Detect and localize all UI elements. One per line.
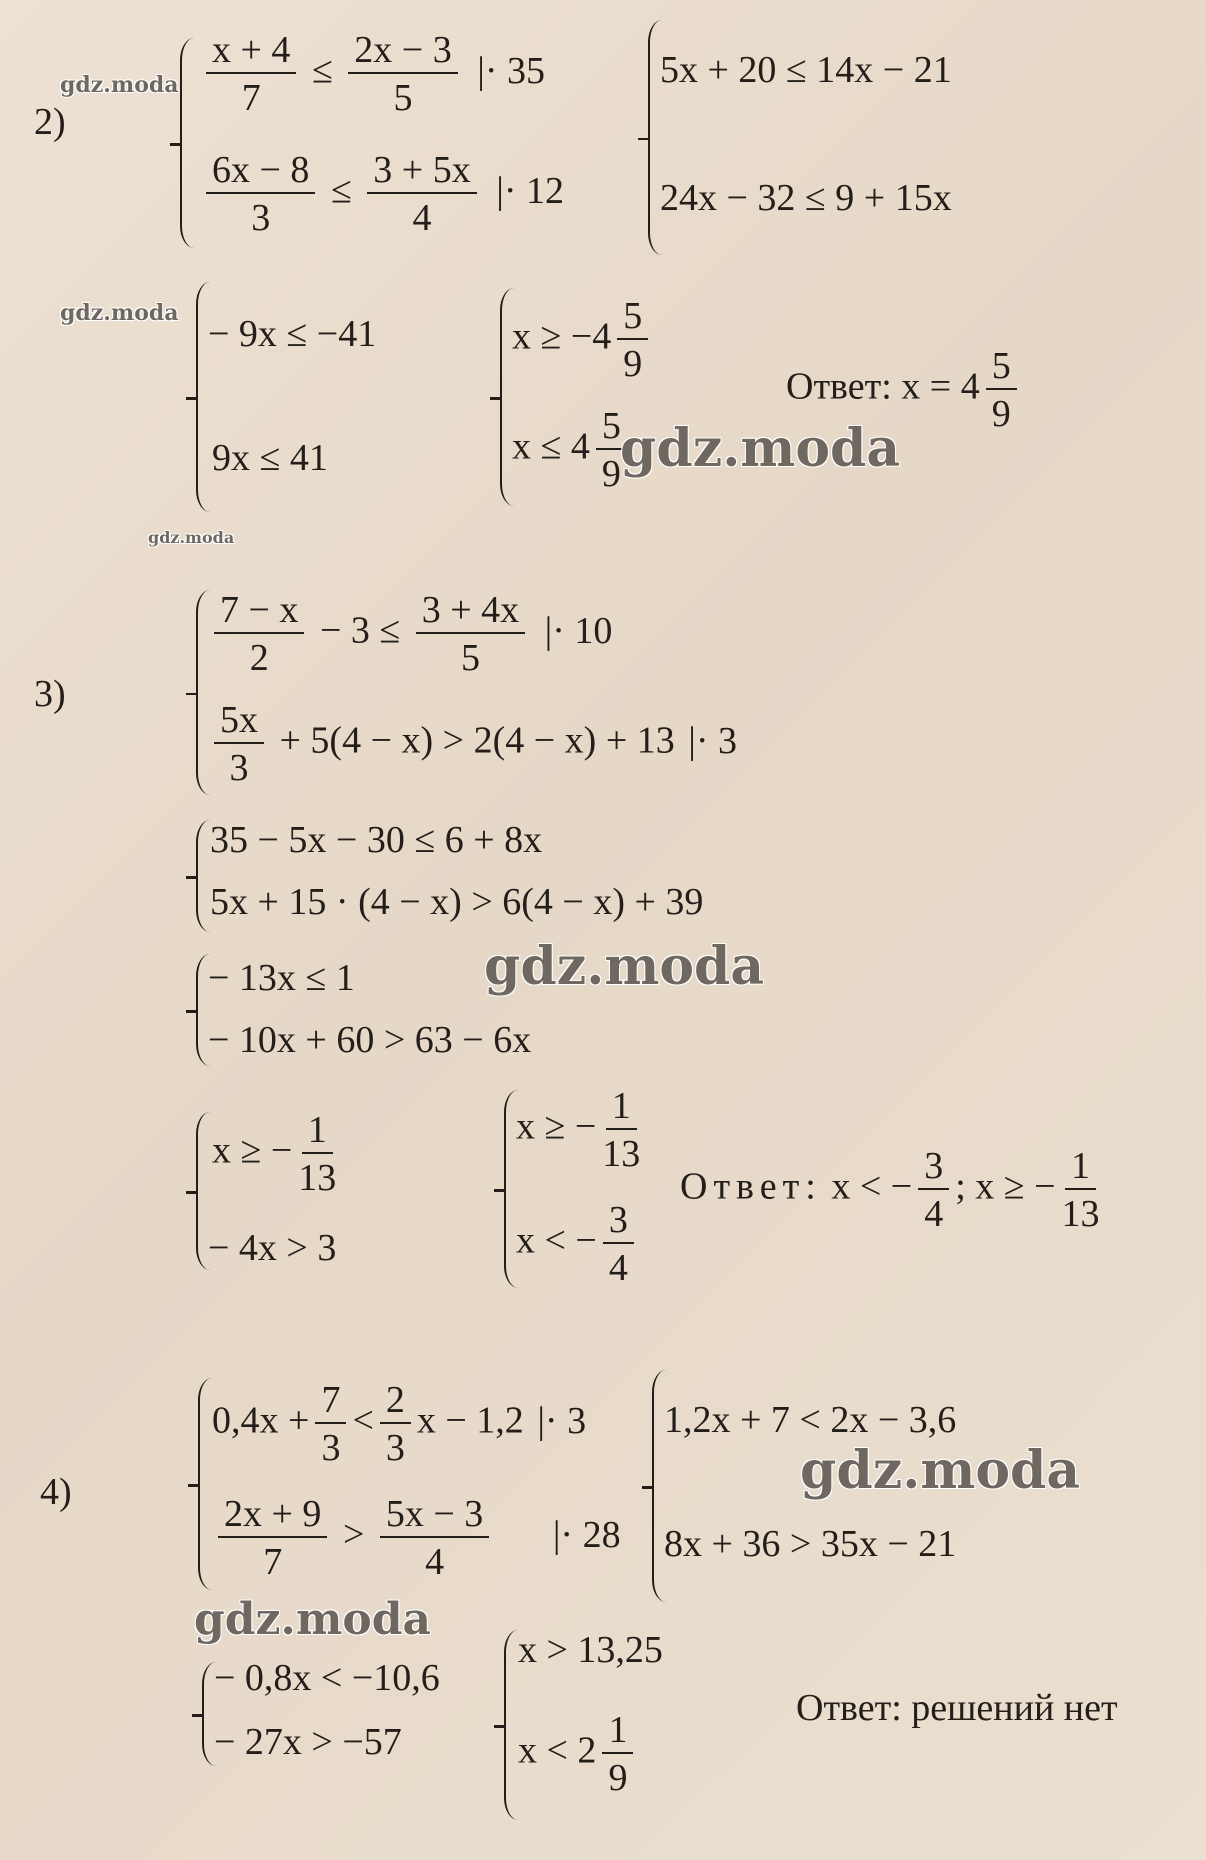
denominator: 9	[601, 453, 621, 495]
numerator: 2	[380, 1380, 411, 1424]
p4-sys1-row1	[212, 1380, 586, 1468]
numerator: 5	[596, 406, 627, 450]
numerator: 5x	[214, 700, 264, 744]
fraction	[348, 30, 457, 118]
p3-answer	[680, 1146, 1106, 1234]
p4-sys4-row2	[518, 1710, 639, 1798]
fraction	[602, 1086, 640, 1174]
p2-sys4-row2	[512, 406, 633, 494]
watermark: gdz.moda	[60, 72, 179, 98]
numerator: 1	[602, 1710, 633, 1754]
denominator: 5	[460, 637, 480, 679]
numerator: 3 + 4x	[416, 590, 525, 634]
fraction	[206, 150, 315, 238]
numerator: 5	[986, 346, 1017, 390]
answer-label: Ответ:	[680, 1165, 822, 1208]
fraction	[416, 590, 525, 678]
p3-sys1-row2	[208, 700, 737, 788]
p3-sys3-row2: − 10x + 60 > 63 − 6x	[208, 1019, 532, 1061]
multiplier: |· 3	[537, 1399, 587, 1442]
denominator: 7	[241, 77, 261, 119]
p3-sys4-row1	[212, 1110, 342, 1198]
numerator: x + 4	[206, 30, 296, 74]
p4-answer: Ответ: решений нет	[796, 1687, 1118, 1729]
denominator: 13	[298, 1157, 337, 1199]
numerator: 2x − 3	[348, 30, 457, 74]
p3-sys1-row1	[208, 590, 612, 678]
fraction	[380, 1380, 411, 1468]
inequality-text: x ≥ −	[212, 1129, 293, 1172]
multiplier: |· 28	[552, 1513, 621, 1556]
watermark: gdz.moda	[148, 528, 235, 547]
denominator: 9	[991, 393, 1011, 435]
numerator: 5	[617, 296, 648, 340]
problem-4-label: 4)	[40, 1471, 72, 1513]
p4-sys2-row1: 1,2x + 7 < 2x − 3,6	[664, 1399, 957, 1441]
denominator: 9	[623, 343, 643, 385]
watermark: gdz.moda	[194, 1594, 432, 1645]
fraction	[315, 1380, 346, 1468]
problem-3-label: 3)	[34, 673, 66, 715]
p4-sys1-row2	[212, 1494, 621, 1582]
numerator: 7 − x	[214, 590, 304, 634]
problem-2-label: 2)	[34, 101, 66, 143]
inequality-text: + 5(4 − x) > 2(4 − x) + 13	[279, 719, 675, 762]
p2-sys3-row2: 9x ≤ 41	[212, 437, 328, 479]
fraction	[367, 150, 476, 238]
multiplier: |· 35	[477, 49, 545, 92]
inequality-text: x ≥ −4	[512, 315, 612, 358]
p2-sys2-row2: 24x − 32 ≤ 9 + 15x	[660, 177, 952, 219]
denominator: 13	[1061, 1193, 1100, 1235]
numerator: 7	[315, 1380, 346, 1424]
numerator: 2x + 9	[218, 1494, 327, 1538]
multiplier: |· 10	[544, 609, 613, 652]
p2-sys4-row1	[512, 296, 654, 384]
numerator: 1	[302, 1110, 333, 1154]
p4-sys4-row1: x > 13,25	[518, 1629, 663, 1671]
watermark: gdz.moda	[620, 418, 901, 479]
p3-sys3-row1: − 13x ≤ 1	[208, 957, 355, 999]
answer-text: Ответ: x = 4	[786, 365, 980, 408]
denominator: 3	[251, 197, 271, 239]
denominator: 7	[263, 1541, 283, 1583]
p4-sys2-row2: 8x + 36 > 35x − 21	[664, 1523, 957, 1565]
denominator: 5	[393, 77, 413, 119]
fraction	[218, 1494, 327, 1582]
numerator: 3 + 5x	[367, 150, 476, 194]
p3-sys2-row2: 5x + 15 · (4 − x) > 6(4 − x) + 39	[210, 881, 704, 923]
fraction	[214, 700, 264, 788]
system-brace	[180, 38, 196, 248]
watermark: gdz.moda	[60, 300, 179, 326]
fraction	[918, 1146, 949, 1234]
denominator: 4	[425, 1541, 445, 1583]
denominator: 3	[229, 747, 249, 789]
denominator: 9	[608, 1757, 628, 1799]
numerator: 3	[918, 1146, 949, 1190]
p3-sys2-row1: 35 − 5x − 30 ≤ 6 + 8x	[210, 819, 543, 861]
denominator: 13	[602, 1133, 641, 1175]
numerator: 1	[1065, 1146, 1096, 1190]
multiplier: |· 12	[496, 169, 564, 212]
inequality-text: x ≤ 4	[512, 425, 590, 468]
p3-sys4-row2: − 4x > 3	[208, 1227, 337, 1269]
denominator: 3	[385, 1427, 405, 1469]
denominator: 4	[608, 1247, 628, 1289]
operator: ≤	[311, 49, 333, 92]
p2-sys1-row2	[200, 150, 564, 238]
numerator: 5x − 3	[380, 1494, 489, 1538]
numerator: 6x − 8	[206, 150, 315, 194]
p2-sys3-row1: − 9x ≤ −41	[208, 313, 377, 355]
fraction	[617, 296, 648, 384]
multiplier: |· 3	[688, 719, 738, 762]
operator: − 3 ≤	[319, 609, 401, 652]
p2-sys2-row1: 5x + 20 ≤ 14x − 21	[660, 49, 952, 91]
denominator: 3	[321, 1427, 341, 1469]
operator: <	[352, 1399, 374, 1442]
inequality-text: x ≥ −	[516, 1105, 597, 1148]
numerator: 3	[603, 1200, 634, 1244]
p3-sys5-row1	[516, 1086, 646, 1174]
fraction	[602, 1710, 633, 1798]
fraction	[298, 1110, 336, 1198]
fraction	[603, 1200, 634, 1288]
answer-text: ; x ≥ −	[955, 1165, 1056, 1208]
operator: >	[342, 1513, 365, 1556]
watermark: gdz.moda	[484, 936, 765, 997]
inequality-text: x < 2	[518, 1729, 597, 1772]
denominator: 4	[924, 1193, 944, 1235]
inequality-text: x − 1,2	[416, 1399, 524, 1442]
answer-text: x < −	[831, 1165, 913, 1208]
numerator: 1	[606, 1086, 637, 1130]
inequality-text: x < −	[516, 1219, 597, 1262]
watermark: gdz.moda	[800, 1440, 1081, 1501]
p3-sys5-row2	[516, 1200, 640, 1288]
denominator: 2	[249, 637, 269, 679]
p2-sys1-row1	[200, 30, 545, 118]
fraction	[986, 346, 1017, 434]
fraction	[214, 590, 304, 678]
inequality-text: 0,4x +	[212, 1399, 310, 1442]
denominator: 4	[412, 197, 432, 239]
p4-sys3-row1: − 0,8x < −10,6	[214, 1657, 440, 1699]
fraction	[380, 1494, 489, 1582]
operator: ≤	[330, 169, 352, 212]
p4-sys3-row2: − 27x > −57	[214, 1721, 402, 1763]
fraction	[1062, 1146, 1100, 1234]
fraction	[206, 30, 296, 118]
